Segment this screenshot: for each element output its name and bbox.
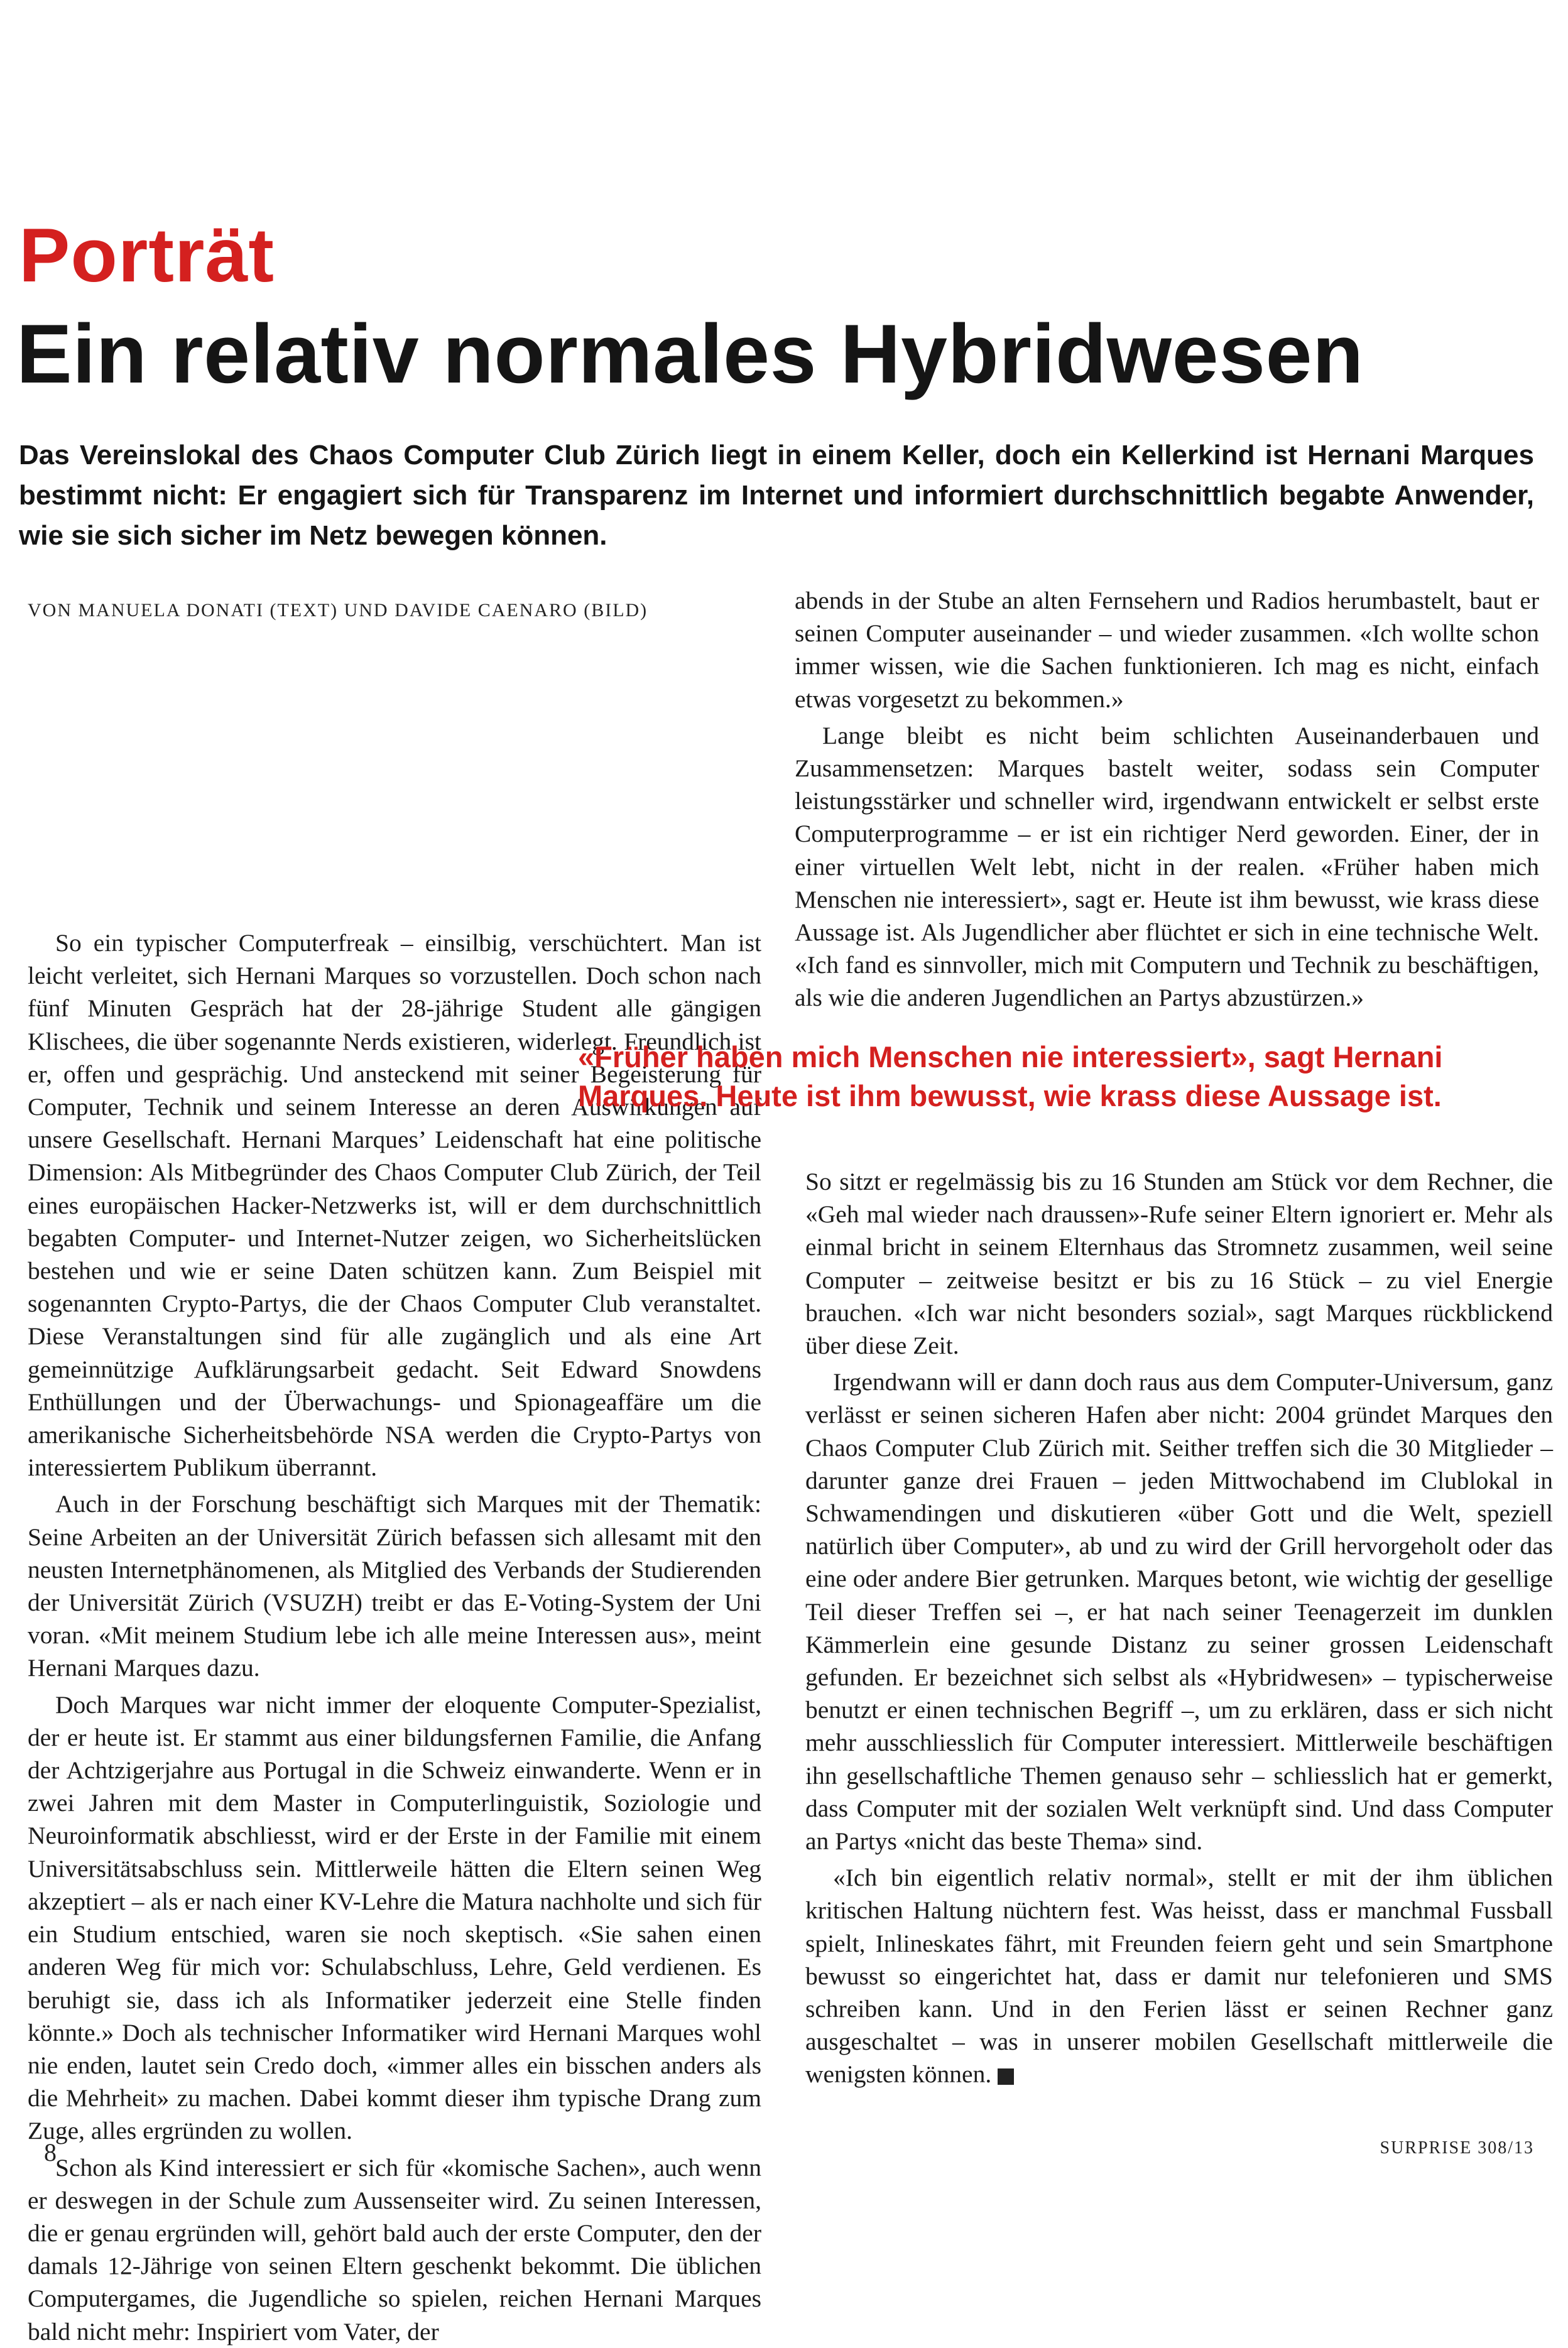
end-of-article-icon: [998, 2068, 1014, 2085]
left-paragraph: Doch Marques war nicht immer der eloquente Computer-Spezialist, der er heute ist. Er stammt aus einer bildungsfernen Familie, die Anfang der Achtzigerjahre aus Portugal in die Schweiz einwanderte. Wenn er in zwei Jahren mit dem Master in Computerlinguistik, Soziologie und Neuroinformatik abschliesst, wird er der Erste in der Familie mit einem Universitätsabschluss sein. Mittlerweile hätten die Eltern seinen Weg akzeptiert – als er nach einer KV-Lehre die Matura nachholte und sich für ein Studium entschied, waren sie noch skeptisch. «Sie sahen einen anderen Weg für mich vor: Schulabschluss, Lehre, Geld verdienen. Es beruhigt sie, dass ich als Informatiker jederzeit eine Stelle finden könnte.» Doch als technischer Informatiker wird Hernani Marques wohl nie enden, lautet sein Credo doch, «immer alles ein bisschen anders als die Mehrheit» zu machen. Dabei kommt dieser ihm typische Drang zum Zuge, alles ergründen zu wollen.: [28, 1690, 761, 2145]
pull-quote-space: [42, 663, 837, 927]
left-paragraph: Schon als Kind interessiert er sich für «komische Sachen», auch wenn er deswegen in der Schule zum Aussenseiter wird. Zu seinen Interessen, die er genau ergründen will, gehört bald auch der erste Computer, den der damals 12-Jährige von seinen Eltern geschenkt bekommt. Die üblichen Computergames, die Jugendliche so spielen, reichen Hernani Marques bald nicht mehr: Inspiriert vom Vater, der: [28, 2153, 761, 2345]
article-headline: Ein relativ normales Hybridwesen: [16, 308, 1364, 401]
right-paragraph: [805, 1861, 1553, 2090]
left-paragraph: So ein typischer Computerfreak – einsilbig, verschüchtert. Man ist leicht verleitet, sich Hernani Marques so vorzustellen. Doch schon nach fünf Minuten Gespräch hat der 28-jährige Student alle gängigen Klischees, die über sogenannte Nerds existieren, widerlegt. Freundlich ist er, offen und gesprächig. Und ansteckend mit seiner Begeisterung für Computer, Technik und seinem Interesse an deren Auswirkungen auf unsere Gesellschaft. Hernani Marques’ Leidenschaft hat eine politische Dimension: Als Mitbegründer des Chaos Computer Club Zürich, der Teil eines europäischen Hacker-Netzwerks ist, will er dem durchschnittlich begabten Computer- und Internet-Nutzer zeigen, wo Sicherheitslücken bestehen und wie er seine Daten schützen kann. Zum Beispiel mit sogenannten Crypto-Partys, die der Chaos Computer Club veranstaltet. Diese Veranstaltungen sind für alle zugänglich und als eine Art gemeinnützige Aufklärungsarbeit gedacht. Seit Edward Snowdens Enthüllungen und der Überwachungs- und Spionageaffäre um die amerikanische Sicherheitsbehörde NSA werden die Crypto-Partys von interessiertem Publikum überrannt.: [28, 929, 761, 1482]
right-column-bottom: [805, 1165, 1553, 2091]
left-column: [28, 663, 761, 2348]
article-lead: Das Vereinslokal des Chaos Computer Club Zürich liegt in einem Keller, doch ein Kellerkind ist Hernani Marques bestimmt nicht: Er engagiert sich für Transparenz im Internet und informiert durchschnittlich begabte Anwender, wie sie sich sicher im Netz bewegen können.: [19, 440, 1534, 551]
issue-label: SURPRISE 308/13: [1380, 2138, 1534, 2158]
section-kicker: Porträt: [19, 212, 275, 298]
article-byline: VON MANUELA DONATI (TEXT) UND DAVIDE CAENARO (BILD): [28, 600, 648, 621]
page-number: 8: [44, 2138, 57, 2166]
pull-quote: «Früher haben mich Menschen nie interessiert», sagt Hernani Marques. Heute ist ihm bewusst, wie krass diese Aussage ist.: [578, 1040, 1443, 1112]
right-paragraph: Lange bleibt es nicht beim schlichten Auseinanderbauen und Zusammensetzen: Marques bastelt weiter, sodass sein Computer leistungsstärker und schneller wird, irgendwann entwickelt er selbst erste Computerprogramme – er ist ein richtiger Nerd geworden. Einer, der in einer virtuellen Welt lebt, nicht in der realen. «Früher haben mich Menschen nie interessiert», sagt er. Heute ist ihm bewusst, wie krass diese Aussage ist. Als Jugendlicher aber flüchtet er sich in eine technische Welt. «Ich fand es sinnvoller, mich mit Computern und Technik zu beschäftigen, als wie die anderen Jugendlichen an Partys abzustürzen.»: [795, 721, 1539, 1012]
final-paragraph-text: «Ich bin eigentlich relativ normal», stellt er mit der ihm üblichen kritischen Haltung nüchtern fest. Was heisst, dass er manchmal Fussball spielt, Inlineskates fährt, mit Freunden feiern geht und sein Smartphone bewusst so eingerichtet hat, dass er damit nur telefonieren und SMS schreiben kann. Und in den Ferien lässt er seinen Rechner ganz ausgeschaltet – was in unserer mobilen Gesellschaft mittlerweile die wenigsten können.: [805, 1864, 1553, 2089]
right-paragraph: abends in der Stube an alten Fernsehern und Radios herumbastelt, baut er seinen Computer auseinander – und wieder zusammen. «Ich wollte schon immer wissen, wie die Sachen funktionieren. Ich mag es nicht, einfach etwas vorgesetzt zu bekommen.»: [795, 587, 1539, 713]
right-paragraph: Irgendwann will er dann doch raus aus dem Computer-Universum, ganz verlässt er seinen sicheren Hafen aber nicht: 2004 gründet Marques den Chaos Computer Club Zürich mit. Seither treffen sich die 30 Mitglieder – darunter ganze drei Frauen – jeden Mittwochabend im Clublokal in Schwamendingen und diskutieren «über Gott und die Welt, speziell natürlich über Computer», ab und zu wird der Grill hervorgeholt oder das eine oder andere Bier getrunken. Marques betont, wie wichtig der gesellige Teil dieser Treffen sei –, er hat nach seiner Teenagerzeit im dunklen Kämmerlein eine gesunde Distanz zu seiner grossen Leidenschaft gefunden. Er bezeichnet sich selbst als «Hybridwesen» – typischerweise benutzt er einen technischen Begriff –, um zu erklären, dass er sich nicht mehr ausschliesslich für Computer interessiert. Mittlerweile beschäftigen ihn gesellschaftliche Themen genauso sehr – schliesslich hat er gemerkt, dass Computer mit der sozialen Welt verknüpft sind. Und dass Computer an Partys «nicht das beste Thema» sind.: [805, 1368, 1553, 1856]
right-paragraph: So sitzt er regelmässig bis zu 16 Stunden am Stück vor dem Rechner, die «Geh mal wieder nach draussen»-Rufe seiner Eltern ignoriert er. Mehr als einmal bricht in seinem Elternhaus das Stromnetz zusammen, weil seine Computer – zeitweise besitzt er bis zu 16 Stück – zu viel Energie brauchen. «Ich war nicht besonders sozial», sagt Marques rückblickend über diese Zeit.: [805, 1168, 1553, 1360]
left-paragraph: Auch in der Forschung beschäftigt sich Marques mit der Thematik: Seine Arbeiten an der Universität Zürich befassen sich allesamt mit den neusten Internetphänomenen, als Mitglied des Verbands der Studierenden der Universität Zürich (VSUZH) treibt er das E-Voting-System der Uni voran. «Mit meinem Studium lebe ich alle meine Interessen aus», meint Hernani Marques dazu.: [28, 1490, 761, 1682]
right-column-top: [795, 584, 1539, 1014]
